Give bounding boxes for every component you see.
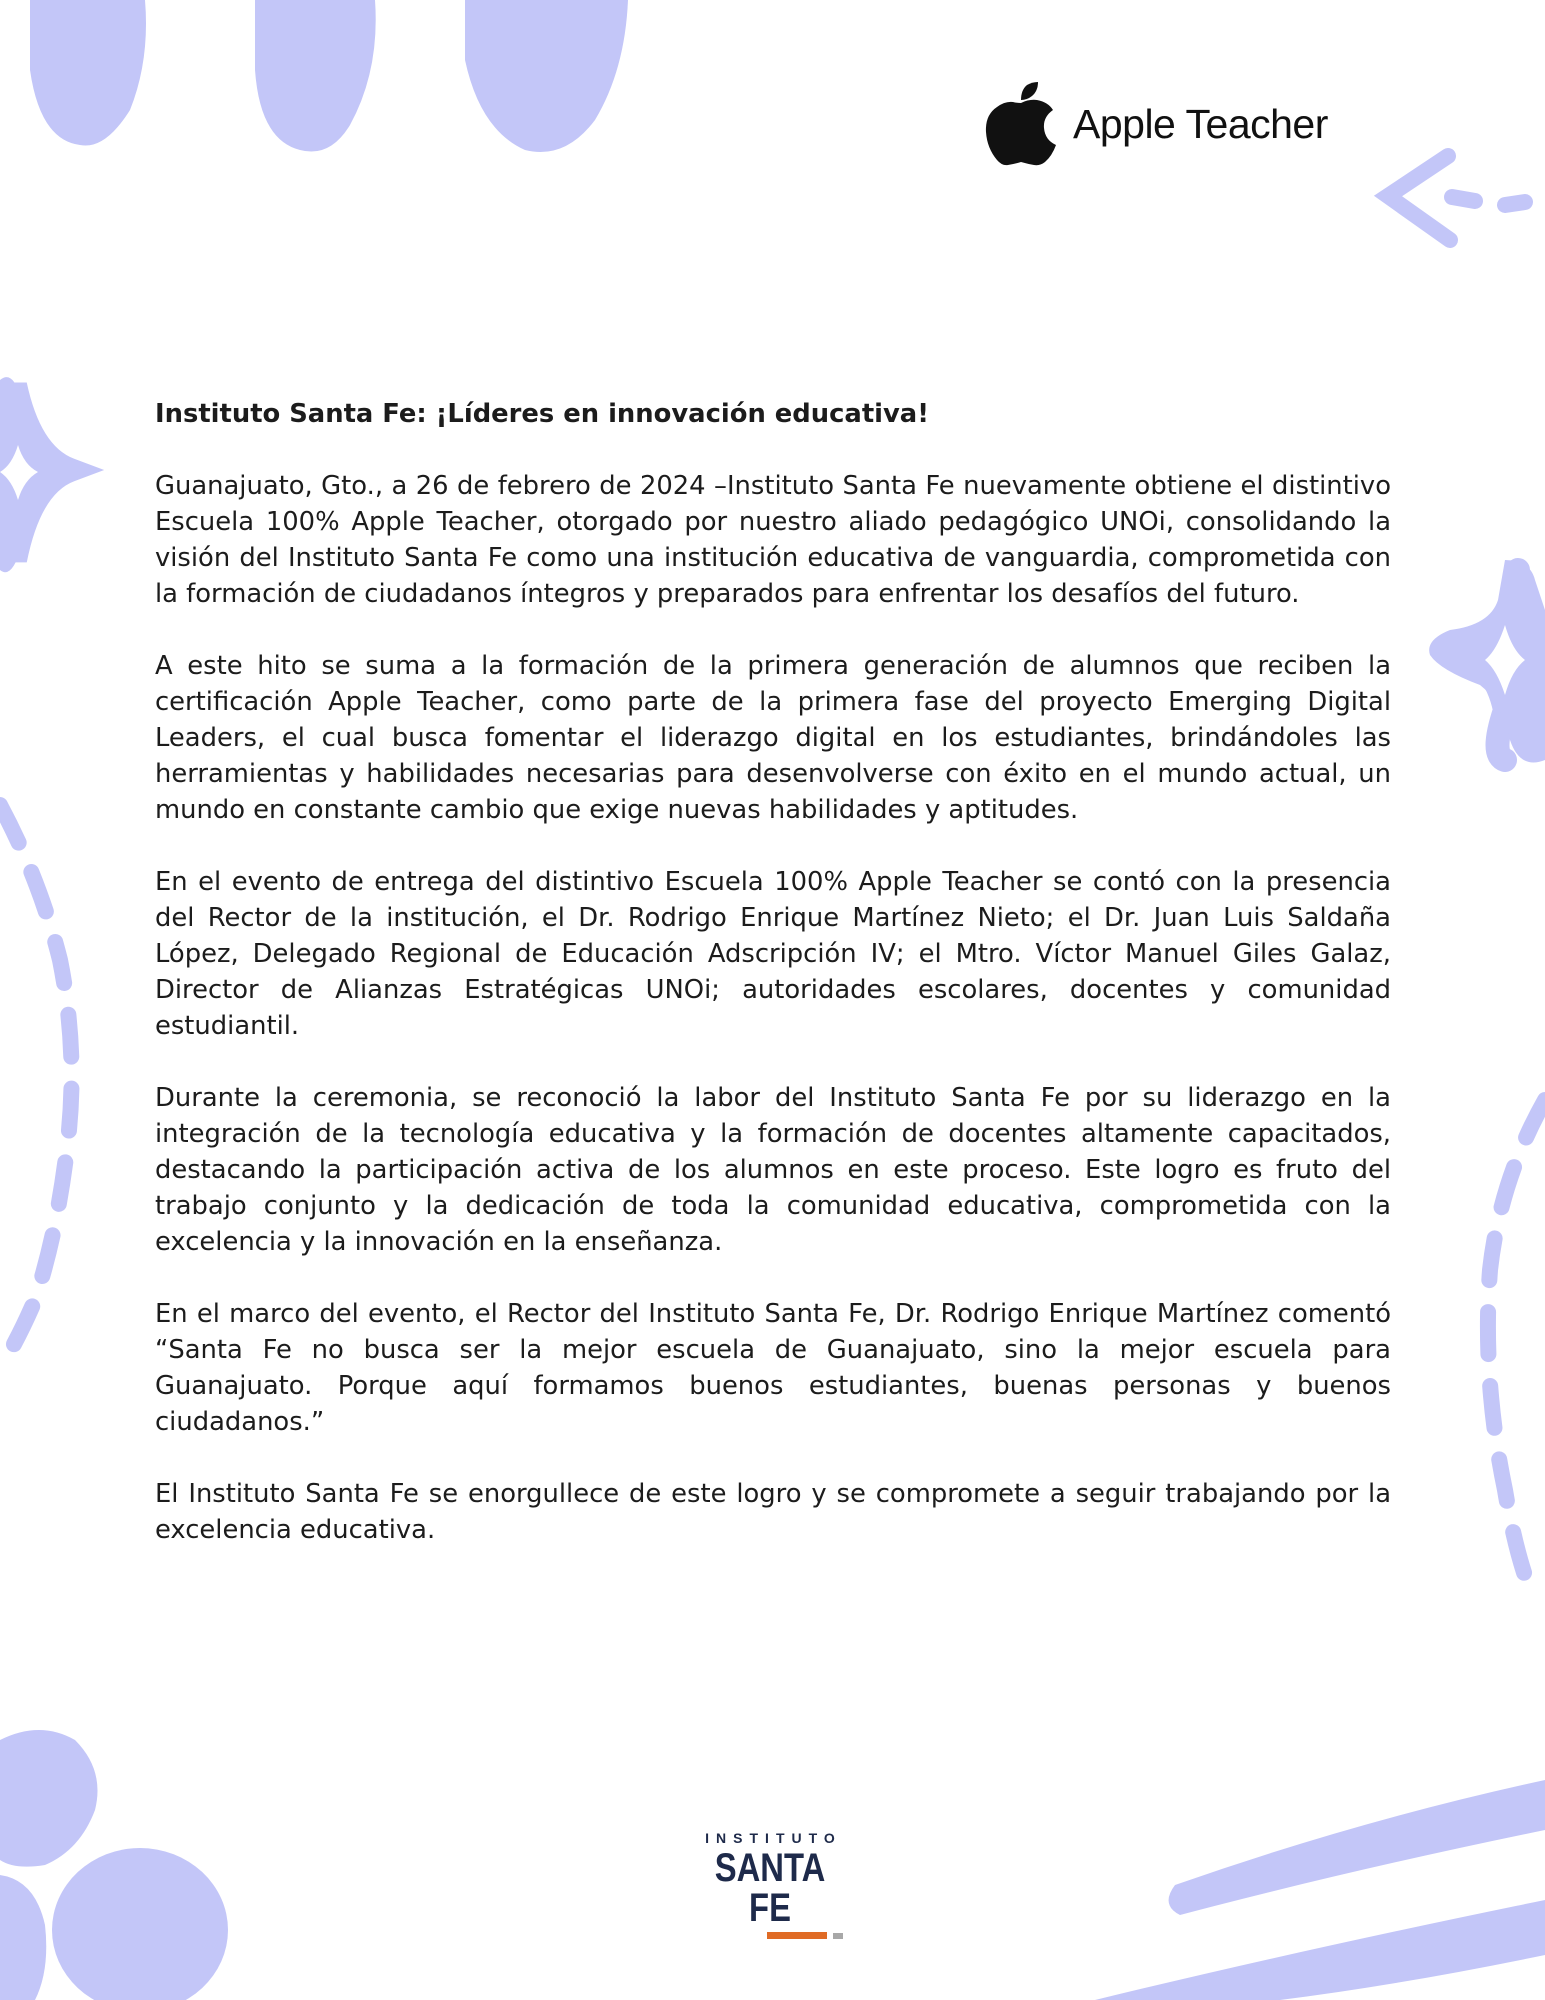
arrow-left-icon: [1388, 156, 1525, 240]
brush-stroke-2: [1095, 1900, 1545, 2000]
right-dashed-line: [1488, 1100, 1545, 1590]
press-release-body: [155, 396, 1391, 1584]
paragraph: En el marco del evento, el Rector del Instituto Santa Fe, Dr. Rodrigo Enrique Martínez comentó “Santa Fe no busca ser la mejor escuela de Guanajuato, sino la mejor escuela para Guanajuato. Porque aquí formamos buenos estudiantes, buenas personas y buenos ciudadanos.”: [155, 1299, 1391, 1437]
top-blob-3: [465, 0, 628, 152]
instituto-santa-fe-logo: [690, 1830, 850, 1940]
bottom-blob-2: [52, 1848, 228, 2000]
logo-orange-bar: [767, 1932, 827, 1939]
apple-teacher-brand: [985, 82, 1328, 166]
logo-grey-bar: [833, 1933, 843, 1939]
paragraph: Guanajuato, Gto., a 26 de febrero de 2024 –Instituto Santa Fe nuevamente obtiene el distintivo Escuela 100% Apple Teacher, otorgado por nuestro aliado pedagógico UNOi, consolidando la visión del Instituto Santa Fe como una institución educativa de vanguardia, comprometida con la formación de ciudadanos íntegros y preparados para enfrentar los desafíos del futuro.: [155, 471, 1391, 609]
apple-teacher-label: Apple Teacher: [1073, 100, 1328, 147]
bottom-blob-3: [0, 1875, 46, 2000]
top-blob-1: [30, 0, 146, 146]
bottom-blob-1: [0, 1730, 98, 1867]
top-blob-2: [255, 0, 376, 152]
paragraph: El Instituto Santa Fe se enorgullece de este logro y se compromete a seguir trabajando por la excelencia educativa.: [155, 1479, 1391, 1545]
logo-underline: [690, 1932, 850, 1940]
logo-top-word: INSTITUTO: [705, 1830, 842, 1846]
apple-logo-icon: [985, 82, 1057, 166]
headline: Instituto Santa Fe: ¡Líderes en innovación educativa!: [155, 399, 929, 429]
paragraph: A este hito se suma a la formación de la primera generación de alumnos que reciben la certificación Apple Teacher, como parte de la primera fase del proyecto Emerging Digital Leaders, el cual busca fomentar el liderazgo digital en los estudiantes, brindándoles las herramientas y habilidades necesarias para desenvolverse con éxito en el mundo actual, un mundo en constante cambio que exige nuevas habilidades y aptitudes.: [155, 651, 1391, 825]
logo-main-word: SANTA FE: [714, 1846, 826, 1930]
left-dashed-line: [0, 805, 72, 1360]
paragraph: Durante la ceremonia, se reconoció la labor del Instituto Santa Fe por su liderazgo en la integración de la tecnología educativa y la formación de docentes altamente capacitados, destacando la participación activa de los alumnos en este proceso. Este logro es fruto del trabajo conjunto y la dedicación de toda la comunidad educativa, comprometida con la excelencia y la innovación en la enseñanza.: [155, 1083, 1391, 1257]
brush-stroke-1: [1169, 1780, 1545, 1915]
paragraph: En el evento de entrega del distintivo Escuela 100% Apple Teacher se contó con la presencia del Rector de la institución, el Dr. Rodrigo Enrique Martínez Nieto; el Dr. Juan Luis Saldaña López, Delegado Regional de Educación Adscripción IV; el Mtro. Víctor Manuel Giles Galaz, Director de Alianzas Estratégicas UNOi; autoridades escolares, docentes y comunidad estudiantil.: [155, 867, 1391, 1041]
